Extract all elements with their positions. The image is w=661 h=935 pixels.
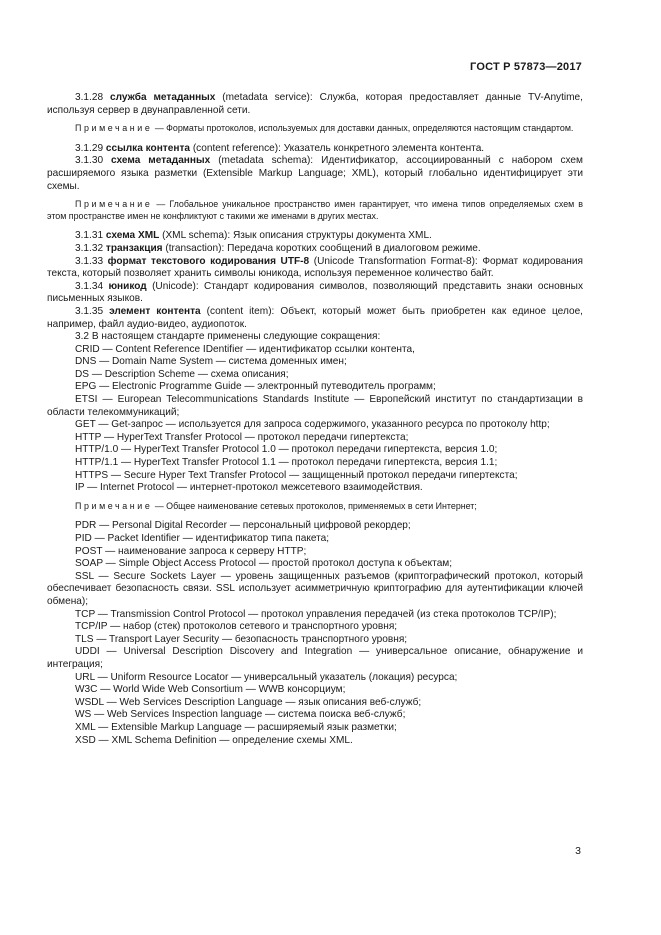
abbreviation-item: UDDI — Universal Description Discovery and Integration — универсальное описание, обнаружение и интеграция; <box>47 646 583 670</box>
abbreviation-item: SSL — Secure Sockets Layer — уровень защищенных разъемов (криптографический протокол, который обеспечивает безопасность связи. SSL использует асимметричную криптографию для аутентификации ключей обмена); <box>47 570 583 607</box>
abbreviation-item: PID — Packet Identifier — идентификатор типа пакета; <box>75 533 330 544</box>
abbreviation-item: HTTPS — Secure Hyper Text Transfer Protocol — защищенный протокол передачи гипертекста; <box>75 469 518 481</box>
term-definition: 3.1.29 ссылка контента (content reference): Указатель конкретного элемента контента. <box>75 142 485 154</box>
abbreviation-item: SOAP — Simple Object Access Protocol — простой протокол доступа к объектам; <box>75 558 453 570</box>
page-number: 3 <box>575 845 581 857</box>
abbreviation-item: URL — Uniform Resource Locator — универсальный указатель (локация) ресурса; <box>75 671 458 683</box>
abbreviation-item: DNS — Domain Name System — система доменных имен; <box>75 356 347 368</box>
term-definition: 3.1.35 элемент контента (content item): Объект, который может быть приобретен как единое целое, например, файл аудио-видео, аудиопоток. <box>47 305 583 330</box>
abbreviation-item: WS — Web Services Inspection language — система поиска веб-служб; <box>75 709 406 721</box>
abbreviations-intro: 3.2 В настоящем стандарте применены следующие сокращения: <box>75 331 381 343</box>
term-definition: 3.1.33 формат текстового кодирования UTF-8 (Unicode Transformation Format-8): Формат кодирования текста, который позволяет хранить символы юникода, используя переменное количество байт. <box>47 255 583 280</box>
abbreviation-item: TLS — Transport Layer Security — безопасность транспортного уровня; <box>75 633 408 645</box>
abbreviation-item: W3C — World Wide Web Consortium — WWB консорциум; <box>75 684 346 696</box>
abbreviation-item: XML — Extensible Markup Language — расширяемый язык разметки; <box>75 721 397 733</box>
page-body <box>47 92 583 747</box>
abbreviation-item: HTTP/1.1 — HyperText Transfer Protocol 1.1 — протокол передачи гипертекста, версия 1.1; <box>75 457 498 469</box>
term-definition: 3.1.30 схема метаданных (metadata schema): Идентификатор, ассоциированный с набором схем расширяемого языка разметки (Extensible Markup Language; XML), который глобально идентифицирует эти схемы. <box>47 155 583 192</box>
abbreviation-item: HTTP/1.0 — HyperText Transfer Protocol 1.0 — протокол передачи гипертекста, версия 1.0; <box>75 444 498 456</box>
abbreviation-item: IP — Internet Protocol — интернет-протокол межсетевого взаимодействия. <box>75 482 423 494</box>
abbreviation-item: WSDL — Web Services Description Language — язык описания веб-служб; <box>75 696 422 708</box>
note: Примечание — Форматы протоколов, используемых для доставки данных, определяются настоящим стандартом. <box>75 123 574 134</box>
abbreviation-item: ETSI — European Telecommunications Standards Institute — Европейский институт по стандартизации в области телекоммуникаций; <box>47 394 583 418</box>
abbreviation-item: EPG — Electronic Programme Guide — электронный путеводитель программ; <box>75 381 436 393</box>
abbreviation-item: HTTP — HyperText Transfer Protocol — протокол передачи гипертекста; <box>75 431 409 443</box>
term-definition: 3.1.34 юникод (Unicode): Стандарт кодирования символов, позволяющий представить знаки основных письменных языков. <box>47 280 583 305</box>
term-definition: 3.1.28 служба метаданных (metadata service): Служба, которая предоставляет данные TV-Anytime, используя сервер в двунаправленной сети. <box>47 92 583 116</box>
abbreviation-item: XSD — XML Schema Definition — определение схемы XML. <box>75 734 353 746</box>
note: Примечание — Общее наименование сетевых протоколов, применяемых в сети Интернет; <box>75 500 477 511</box>
abbreviation-item: TCP/IP — набор (стек) протоколов сетевого и транспортного уровня; <box>75 621 398 633</box>
abbreviation-item: CRID — Content Reference IDentifier — идентификатор ссылки контента, <box>75 343 415 355</box>
abbreviation-item: DS — Description Scheme — схема описания; <box>75 368 289 380</box>
abbreviation-item: POST — наименование запроса к серверу HTTP; <box>75 545 307 557</box>
abbreviation-item: GET — Get-запрос — используется для запроса содержимого, указанного ресурса по протоколу http; <box>75 419 550 431</box>
document-id: ГОСТ Р 57873—2017 <box>470 61 582 73</box>
term-definition: 3.1.32 транзакция (transaction): Передача коротких сообщений в диалоговом режиме. <box>75 242 481 254</box>
term-definition: 3.1.31 схема XML (XML schema): Язык описания структуры документа XML. <box>75 230 432 242</box>
abbreviation-item: TCP — Transmission Control Protocol — протокол управления передачей (из стека протоколов TCP/IP); <box>75 608 557 620</box>
abbreviation-item: PDR — Personal Digital Recorder — персональный цифровой рекордер; <box>75 520 411 532</box>
note: Примечание — Глобальное уникальное пространство имен гарантирует, что имена типов определяемых схем в этом пространстве имен не конфликтуют с такими же именами в других местах. <box>47 199 583 221</box>
